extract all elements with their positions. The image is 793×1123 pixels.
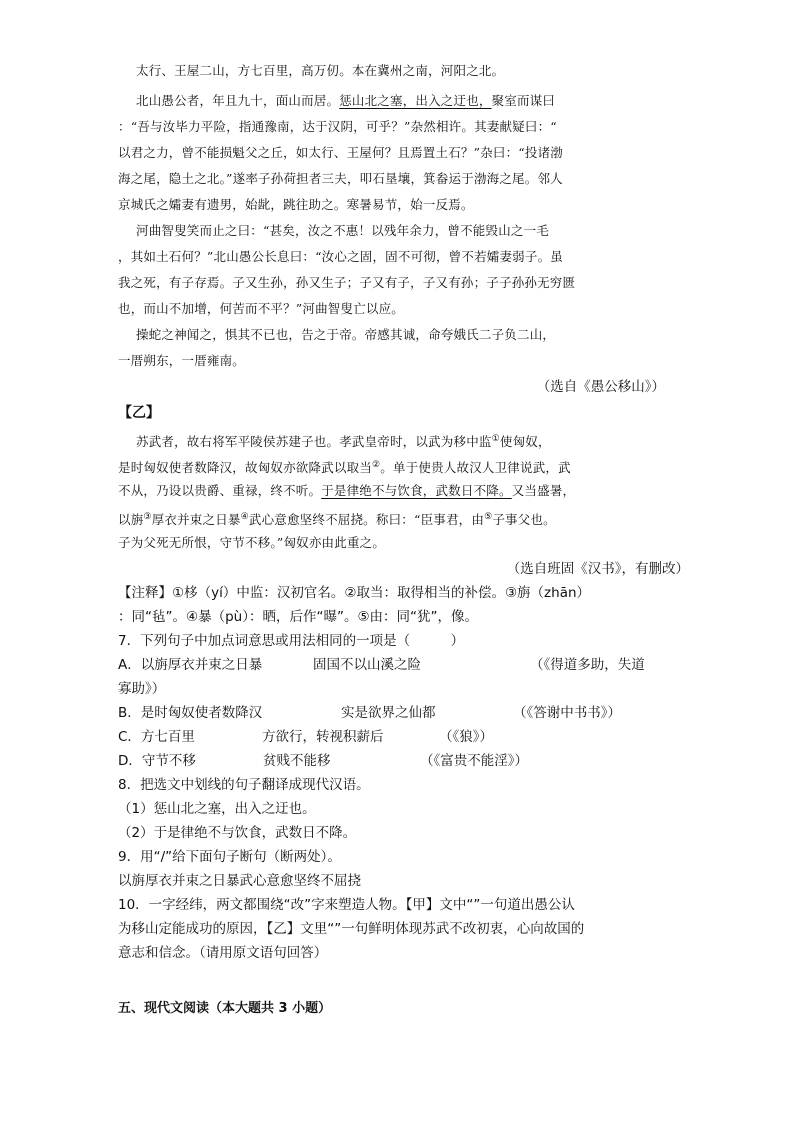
jia-paragraph-3-line-2: ，其如土石何？”北山愚公长息曰：“汝心之固，固不可彻，曾不若孀妻弱子。虽 bbox=[118, 249, 563, 264]
jia-paragraph-3-line-3: 我之死，有子存焉。子又生孙，孙又生子；子又有子，子又有孙；子子孙孙无穷匮 bbox=[118, 275, 576, 290]
q7-option-b: B．是时匈奴使者数降汉 bbox=[118, 705, 263, 721]
jia-paragraph-2-line-2: ：“吾与汝毕力平险，指通豫南，达于汉阴，可乎？”杂然相许。其妻献疑曰：“ bbox=[118, 119, 557, 134]
note-marker: ② bbox=[372, 460, 381, 470]
q7-option-b-compare: 实是欲界之仙都 bbox=[341, 705, 436, 721]
note-marker: ④ bbox=[240, 512, 249, 522]
notes-line-2: ：同“毡”。④暴（pù）：晒，后作“曝”。⑤由：同“犹”，像。 bbox=[118, 609, 479, 625]
q9-sentence: 以旃厚衣并束之日暴武心意愈坚终不屈挠 bbox=[118, 873, 361, 889]
yi-text: 。单于使贵人故汉人卫律说武，武 bbox=[380, 460, 571, 476]
q10-line-3: 意志和信念。（请用原文语句回答） bbox=[118, 945, 328, 961]
yi-text: 又当盛暑， bbox=[511, 483, 576, 498]
yi-text: 不从，乃设以贵爵、重禄，终不听。 bbox=[118, 483, 322, 498]
q8-stem: 8．把选文中划线的句子翻译成现代汉语。 bbox=[118, 777, 370, 793]
underlined-sentence-1: 惩山北之塞，出入之迂也， bbox=[339, 93, 492, 108]
yi-text: 以旃 bbox=[118, 512, 144, 528]
q10-line-1: 10．一字经纬，两文都围绕“改”字来塑造人物。【甲】文中“”一句道出愚公认 bbox=[118, 897, 575, 913]
jia-paragraph-4-line-2: 一厝朔东，一厝雍南。 bbox=[118, 353, 246, 368]
q7-option-c-compare: 方欲行，转视积薪后 bbox=[262, 729, 384, 745]
jia-text: 北山愚公者，年且九十，面山而居。 bbox=[136, 93, 340, 108]
yi-text: 子事父也。 bbox=[492, 512, 556, 528]
yi-line-5: 子为父死无所恨，守节不移。”匈奴亦由此重之。 bbox=[118, 535, 386, 550]
section-5-heading: 五、现代文阅读（本大题共 3 小题） bbox=[118, 1001, 332, 1016]
jia-paragraph-2-line-5: 京城氏之孀妻有遗男，始龀，跳往助之。寒暑易节，始一反焉。 bbox=[118, 197, 474, 212]
yi-line-3 bbox=[118, 482, 575, 500]
q10-line-2: 为移山定能成功的原因，【乙】文里“”一句鲜明体现苏武不改初衷，心向故国的 bbox=[118, 921, 585, 937]
q7-option-d-source: （《富贵不能淫》） bbox=[420, 753, 528, 769]
jia-source: （选自《愚公移山》） bbox=[536, 379, 665, 395]
jia-paragraph-2-line-3: 以君之力，曾不能损魁父之丘，如太行、王屋何？且焉置土石？”杂曰：“投诸渤 bbox=[118, 145, 563, 160]
jia-paragraph-4-line-1: 操蛇之神闻之，惧其不已也，告之于帝。帝感其诚，命夸娥氏二子负二山， bbox=[136, 327, 556, 342]
q9-stem: 9．用“/”给下面句子断句（断两处）。 bbox=[118, 849, 341, 865]
q7-option-c-source: （《狼》） bbox=[439, 729, 493, 745]
jia-paragraph-3-line-1: 河曲智叟笑而止之曰：“甚矣，汝之不惠！以残年余力，曾不能毁山之一毛 bbox=[136, 223, 549, 238]
q7-option-d-compare: 贫贱不能移 bbox=[263, 753, 331, 769]
q7-option-a-source: （《得道多助，失道 bbox=[530, 657, 645, 673]
jia-paragraph-1: 太行、王屋二山，方七百里，高万仞。本在冀州之南，河阳之北。 bbox=[136, 63, 505, 78]
yi-text: 武心意愈坚终不屈挠。称曰：“臣事君，由 bbox=[248, 512, 485, 528]
q7-option-a-compare: 固国不以山溪之险 bbox=[313, 657, 421, 673]
q7-option-d: D．守节不移 bbox=[118, 753, 196, 769]
q8-sentence-2: （2）于是律绝不与饮食，武数日不降。 bbox=[118, 825, 357, 841]
q7-option-a-source-cont: 寡助》） bbox=[118, 681, 166, 697]
jia-paragraph-2-line-1 bbox=[136, 92, 555, 110]
jia-paragraph-3-line-4: 也，而山不加增，何苦而不平？”河曲智叟亡以应。 bbox=[118, 301, 404, 316]
yi-text: 使匈奴， bbox=[499, 434, 551, 450]
jia-paragraph-2-line-4: 海之尾，隐土之北。”遂率子孙荷担者三夫，叩石垦壤，箕畚运于渤海之尾。邻人 bbox=[118, 171, 563, 186]
yi-source: （选自班固《汉书》，有删改） bbox=[506, 561, 689, 577]
yi-text: 是时匈奴使者数降汉，故匈奴亦欲降武以取当 bbox=[118, 460, 373, 476]
q7-option-c: C．方七百里 bbox=[118, 729, 195, 745]
yi-text: 厚衣并束之日暴 bbox=[151, 512, 241, 528]
note-marker: ③ bbox=[143, 512, 152, 522]
yi-line-4 bbox=[118, 508, 556, 529]
note-marker: ⑤ bbox=[484, 512, 493, 522]
yi-line-1 bbox=[136, 430, 551, 451]
q7-option-a: A．以旃厚衣并束之日暴 bbox=[118, 657, 263, 673]
jia-text: 聚室而谋曰 bbox=[491, 93, 556, 108]
notes-line-1: 【注释】①栘（yí）中监：汉初官名。②取当：取得相当的补偿。③旃（zhān） bbox=[118, 585, 591, 601]
yi-label: 【乙】 bbox=[118, 405, 160, 421]
q7-option-b-source: （《答谢中书书》） bbox=[513, 705, 621, 721]
yi-text: 苏武者，故右将军平陵侯苏建子也。孝武皇帝时，以武为移中监 bbox=[136, 434, 492, 450]
note-marker: ① bbox=[491, 434, 500, 444]
yi-line-2 bbox=[118, 456, 571, 477]
q8-sentence-1: （1）惩山北之塞，出入之迂也。 bbox=[118, 801, 316, 817]
q7-stem: 7．下列句子中加点词意思或用法相同的一项是（ ） bbox=[118, 633, 465, 649]
underlined-sentence-2: 于是律绝不与饮食，武数日不降。 bbox=[321, 483, 512, 498]
